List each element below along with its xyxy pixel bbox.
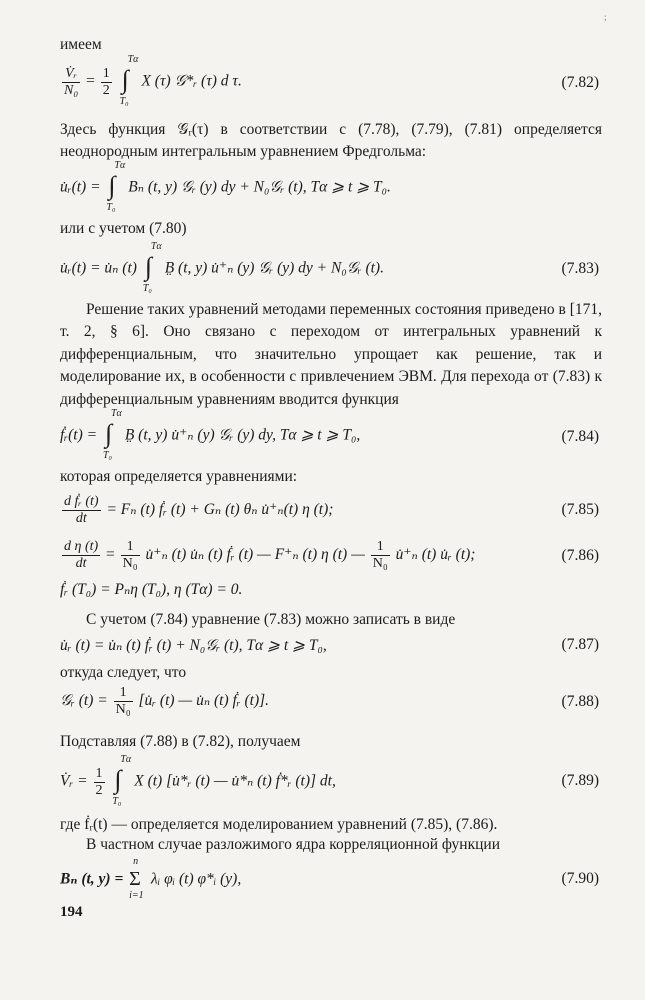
- equation-number: (7.83): [561, 260, 599, 277]
- equation-number: (7.86): [561, 547, 599, 564]
- page-number: 194: [60, 904, 83, 920]
- text-or-with-account: или с учетом (7.80): [60, 220, 187, 237]
- equation-number: (7.87): [561, 636, 599, 653]
- text-imeem: имеем: [60, 36, 102, 53]
- equation-number: (7.82): [561, 74, 599, 91]
- fraction-coefficient-2: $\frac{1}{\text{N₀}}$: [372, 539, 388, 571]
- text-where-f-modeled: где ḟᵣ(t) — определяется моделированием уравнений (7.85), (7.86).: [60, 816, 498, 833]
- integral-sign: ∫ Tα T₀: [119, 54, 139, 107]
- equation-7-90: Bₙ (t, y) = Σ n i=1 λᵢ φᵢ (t) φ*ᵢ (y),: [60, 856, 242, 901]
- fraction-coefficient: $\frac{1}{\text{N₀}}$: [122, 539, 138, 571]
- equation-7-89: V̇ᵣ = $\frac{1}{2}$ ∫ Tα T₀ X (t) [u̇*ᵣ (t) — u̇*ₙ (t) ḟ*ᵣ (t)] dt,: [60, 754, 336, 807]
- equation-number: (7.90): [561, 870, 599, 887]
- equation-fredholm: u̇ᵣ(t) = ∫ Tα T₀ Bₙ (t, y) 𝒢ᵣ (y) dy + N₀𝒢ᵣ (t), Tα ⩾ t ⩾ T₀.: [60, 160, 391, 213]
- sum-sign: Σ n i=1: [129, 856, 144, 901]
- paragraph-solution-methods: Решение таких уравнений методами переменных состояния приведено в [171, т. 2, § 6]. Оно связано с переходом от интегральных уравнений к дифференциальным, что значительно упрощает как решение, так и моделирование их, в особенности с привлечением ЭВМ. Для перехода от (7.83) к дифференциальным уравнениям вводится функция: [60, 301, 602, 408]
- integral-sign: ∫ Tα T₀: [112, 754, 132, 807]
- equation-7-84: ḟᵣ(t) = ∫ Tα T₀ B̤ (t, y) u̇⁺ₙ (y) 𝒢ᵣ (y) dy, Tα ⩾ t ⩾ T₀,: [60, 408, 361, 461]
- equation-7-88: 𝒢ᵣ (t) = $\frac{1}{\text{N₀}}$ [u̇ᵣ (t) — u̇ₙ (t) ḟᵣ (t)].: [60, 685, 270, 717]
- equation-7-82: $\frac{\text{V̇ᵣ}}{\text{N₀}}$ = $\frac{1}{2}$ ∫ Tα T₀ X (τ) 𝒢*ᵣ (τ) d τ.: [64, 54, 242, 107]
- integral-sign: ∫ Tα T₀: [142, 241, 162, 294]
- corner-mark: ;: [604, 12, 607, 22]
- equation-7-85: $\frac{\text{d ḟᵣ (t)}}{dt}$ = Fₙ (t) ḟᵣ (t) + Gₙ (t) θₙ u̇⁺ₙ(t) η (t);: [64, 494, 334, 526]
- fraction-coefficient: $\frac{1}{\text{N₀}}$: [115, 685, 131, 717]
- equation-number: (7.85): [561, 501, 599, 518]
- fraction-lhs: $\frac{\text{V̇ᵣ}}{\text{N₀}}$: [64, 65, 79, 98]
- equation-boundary-conditions: ḟᵣ (T₀) = Pₙη (T₀), η (Tα) = 0.: [60, 581, 243, 598]
- fraction-lhs: $\frac{\text{d η (t)}}{dt}$: [64, 539, 99, 571]
- paragraph-separable-kernel: В частном случае разложимого ядра корреляционной функции: [86, 836, 501, 853]
- equation-number: (7.89): [561, 772, 599, 789]
- text-defined-by-equations: которая определяется уравнениями:: [60, 468, 298, 485]
- equation-number: (7.84): [561, 428, 599, 445]
- integral-sign: ∫ Tα T₀: [102, 408, 122, 461]
- paragraph-fredholm-intro: Здесь функция 𝒢ᵣ(τ) в соответствии с (7.78), (7.79), (7.81) определяется неоднородным интегральным уравнением Фредгольма:: [60, 121, 602, 161]
- fraction-coefficient: $\frac{1}{2}$: [102, 65, 110, 98]
- text-whence-follows: откуда следует, что: [60, 664, 187, 681]
- fraction-coefficient: $\frac{1}{2}$: [95, 765, 103, 798]
- paragraph-with-account-784: С учетом (7.84) уравнение (7.83) можно записать в виде: [86, 611, 456, 628]
- text-substituting: Подставляя (7.88) в (7.82), получаем: [60, 733, 301, 750]
- equation-number: (7.88): [561, 693, 599, 710]
- equation-7-86: $\frac{\text{d η (t)}}{dt}$ = $\frac{1}{\text{N₀}}$ u̇⁺ₙ (t) u̇ₙ (t) ḟᵣ (t) — F⁺ₙ (t) η (t) — $\frac{1}{\text{N₀}}$ u̇⁺ₙ (t) u̇ᵣ (t);: [64, 539, 476, 571]
- equation-7-87: u̇ᵣ (t) = u̇ₙ (t) ḟᵣ (t) + N₀𝒢ᵣ (t), Tα ⩾ t ⩾ T₀,: [60, 637, 327, 654]
- fraction-lhs: $\frac{\text{d ḟᵣ (t)}}{dt}$: [64, 494, 99, 526]
- integral-sign: ∫ Tα T₀: [106, 160, 126, 213]
- equation-7-83: u̇ᵣ(t) = u̇ₙ (t) ∫ Tα T₀ B̤ (t, y) u̇⁺ₙ (y) 𝒢ᵣ (y) dy + N₀𝒢ᵣ (t).: [60, 241, 384, 294]
